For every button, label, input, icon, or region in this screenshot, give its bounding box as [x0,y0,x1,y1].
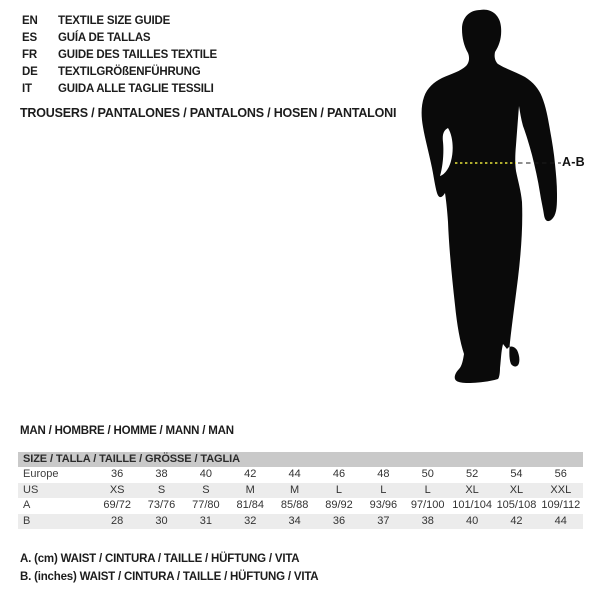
size-cell: 44 [288,468,301,480]
size-table-header: SIZE / TALLA / TAILLE / GRÖSSE / TAGLIA [18,452,583,467]
size-cell: L [335,483,343,496]
size-cell: 54 [510,468,523,480]
size-cell: 69/72 [103,499,131,511]
size-cell: 30 [155,514,168,527]
size-cell: L [424,483,431,496]
size-cell: 48 [377,468,390,480]
language-row [22,13,217,30]
language-code: DE [22,66,38,78]
size-cell: 31 [199,514,213,527]
language-row [22,64,217,81]
row-label: A [23,499,31,511]
language-title: TEXTILGRÖßENFÜHRUNG [58,66,201,78]
measure-label: A-B [562,155,585,169]
size-cell: XL [465,483,479,496]
size-cell: S [157,483,166,496]
row-label: B [23,514,31,527]
language-title: GUIDA ALLE TAGLIE TESSILI [58,83,214,95]
language-row [22,30,217,47]
row-label: Europe [23,468,59,480]
size-cell: 109/112 [541,499,581,511]
table-row [18,483,583,499]
size-cell: 36 [111,468,124,480]
table-row [18,514,583,530]
size-cell: 77/80 [192,499,220,511]
size-cell: 32 [244,514,257,527]
size-cell: 89/92 [325,499,353,511]
language-code: IT [22,83,32,95]
size-cell: 105/108 [496,499,537,511]
size-cell: 44 [554,514,567,527]
size-cell: 97/100 [410,499,445,511]
table-section-heading: MAN / HOMBRE / HOMME / MANN / MAN [20,425,234,437]
note-a: A. (cm) WAIST / CINTURA / TAILLE / HÜFTUNG / VITA [20,553,300,565]
size-cell: 37 [377,514,390,527]
size-cell: 42 [244,468,257,480]
language-code: ES [22,32,37,44]
size-cell: 81/84 [236,499,265,511]
language-title: GUÍA DE TALLAS [58,32,151,44]
size-cell: 73/76 [147,499,176,511]
size-cell: 56 [554,468,567,480]
size-cell: XXL [550,483,572,496]
size-cell: 40 [199,468,213,480]
man-silhouette-icon [410,0,600,420]
garment-heading: TROUSERS / PANTALONES / PANTALONS / HOSEN / PANTALONI [20,106,397,120]
row-label: US [23,483,39,496]
language-row [22,47,217,64]
size-cell: 34 [288,514,301,527]
table-row [18,498,583,514]
size-cell: 52 [465,468,479,480]
size-cell: M [245,483,255,496]
language-list [22,13,217,98]
language-title: GUIDE DES TAILLES TEXTILE [58,49,217,61]
size-cell: 101/104 [452,499,492,511]
language-code: EN [22,15,38,27]
language-code: FR [22,49,37,61]
size-cell: M [290,483,300,496]
size-cell: 85/88 [280,499,309,511]
size-cell: XL [509,483,524,496]
size-cell: 38 [421,514,434,527]
size-cell: 93/96 [369,499,398,511]
note-b: B. (inches) WAIST / CINTURA / TAILLE / HÜFTUNG / VITA [20,571,319,583]
size-cell: 46 [332,468,346,480]
size-table [18,452,583,529]
table-row [18,467,583,483]
size-cell: 38 [155,468,168,480]
size-cell: L [380,483,387,496]
size-cell: 50 [421,468,434,480]
size-cell: 40 [465,514,479,527]
size-cell: 28 [111,514,124,527]
size-table-body [18,467,583,529]
size-cell: S [202,483,210,496]
measurement-notes [20,550,318,586]
size-cell: 42 [510,514,523,527]
language-row [22,81,217,98]
size-cell: XS [109,483,125,496]
language-title: TEXTILE SIZE GUIDE [58,15,171,27]
size-cell: 36 [332,514,346,527]
